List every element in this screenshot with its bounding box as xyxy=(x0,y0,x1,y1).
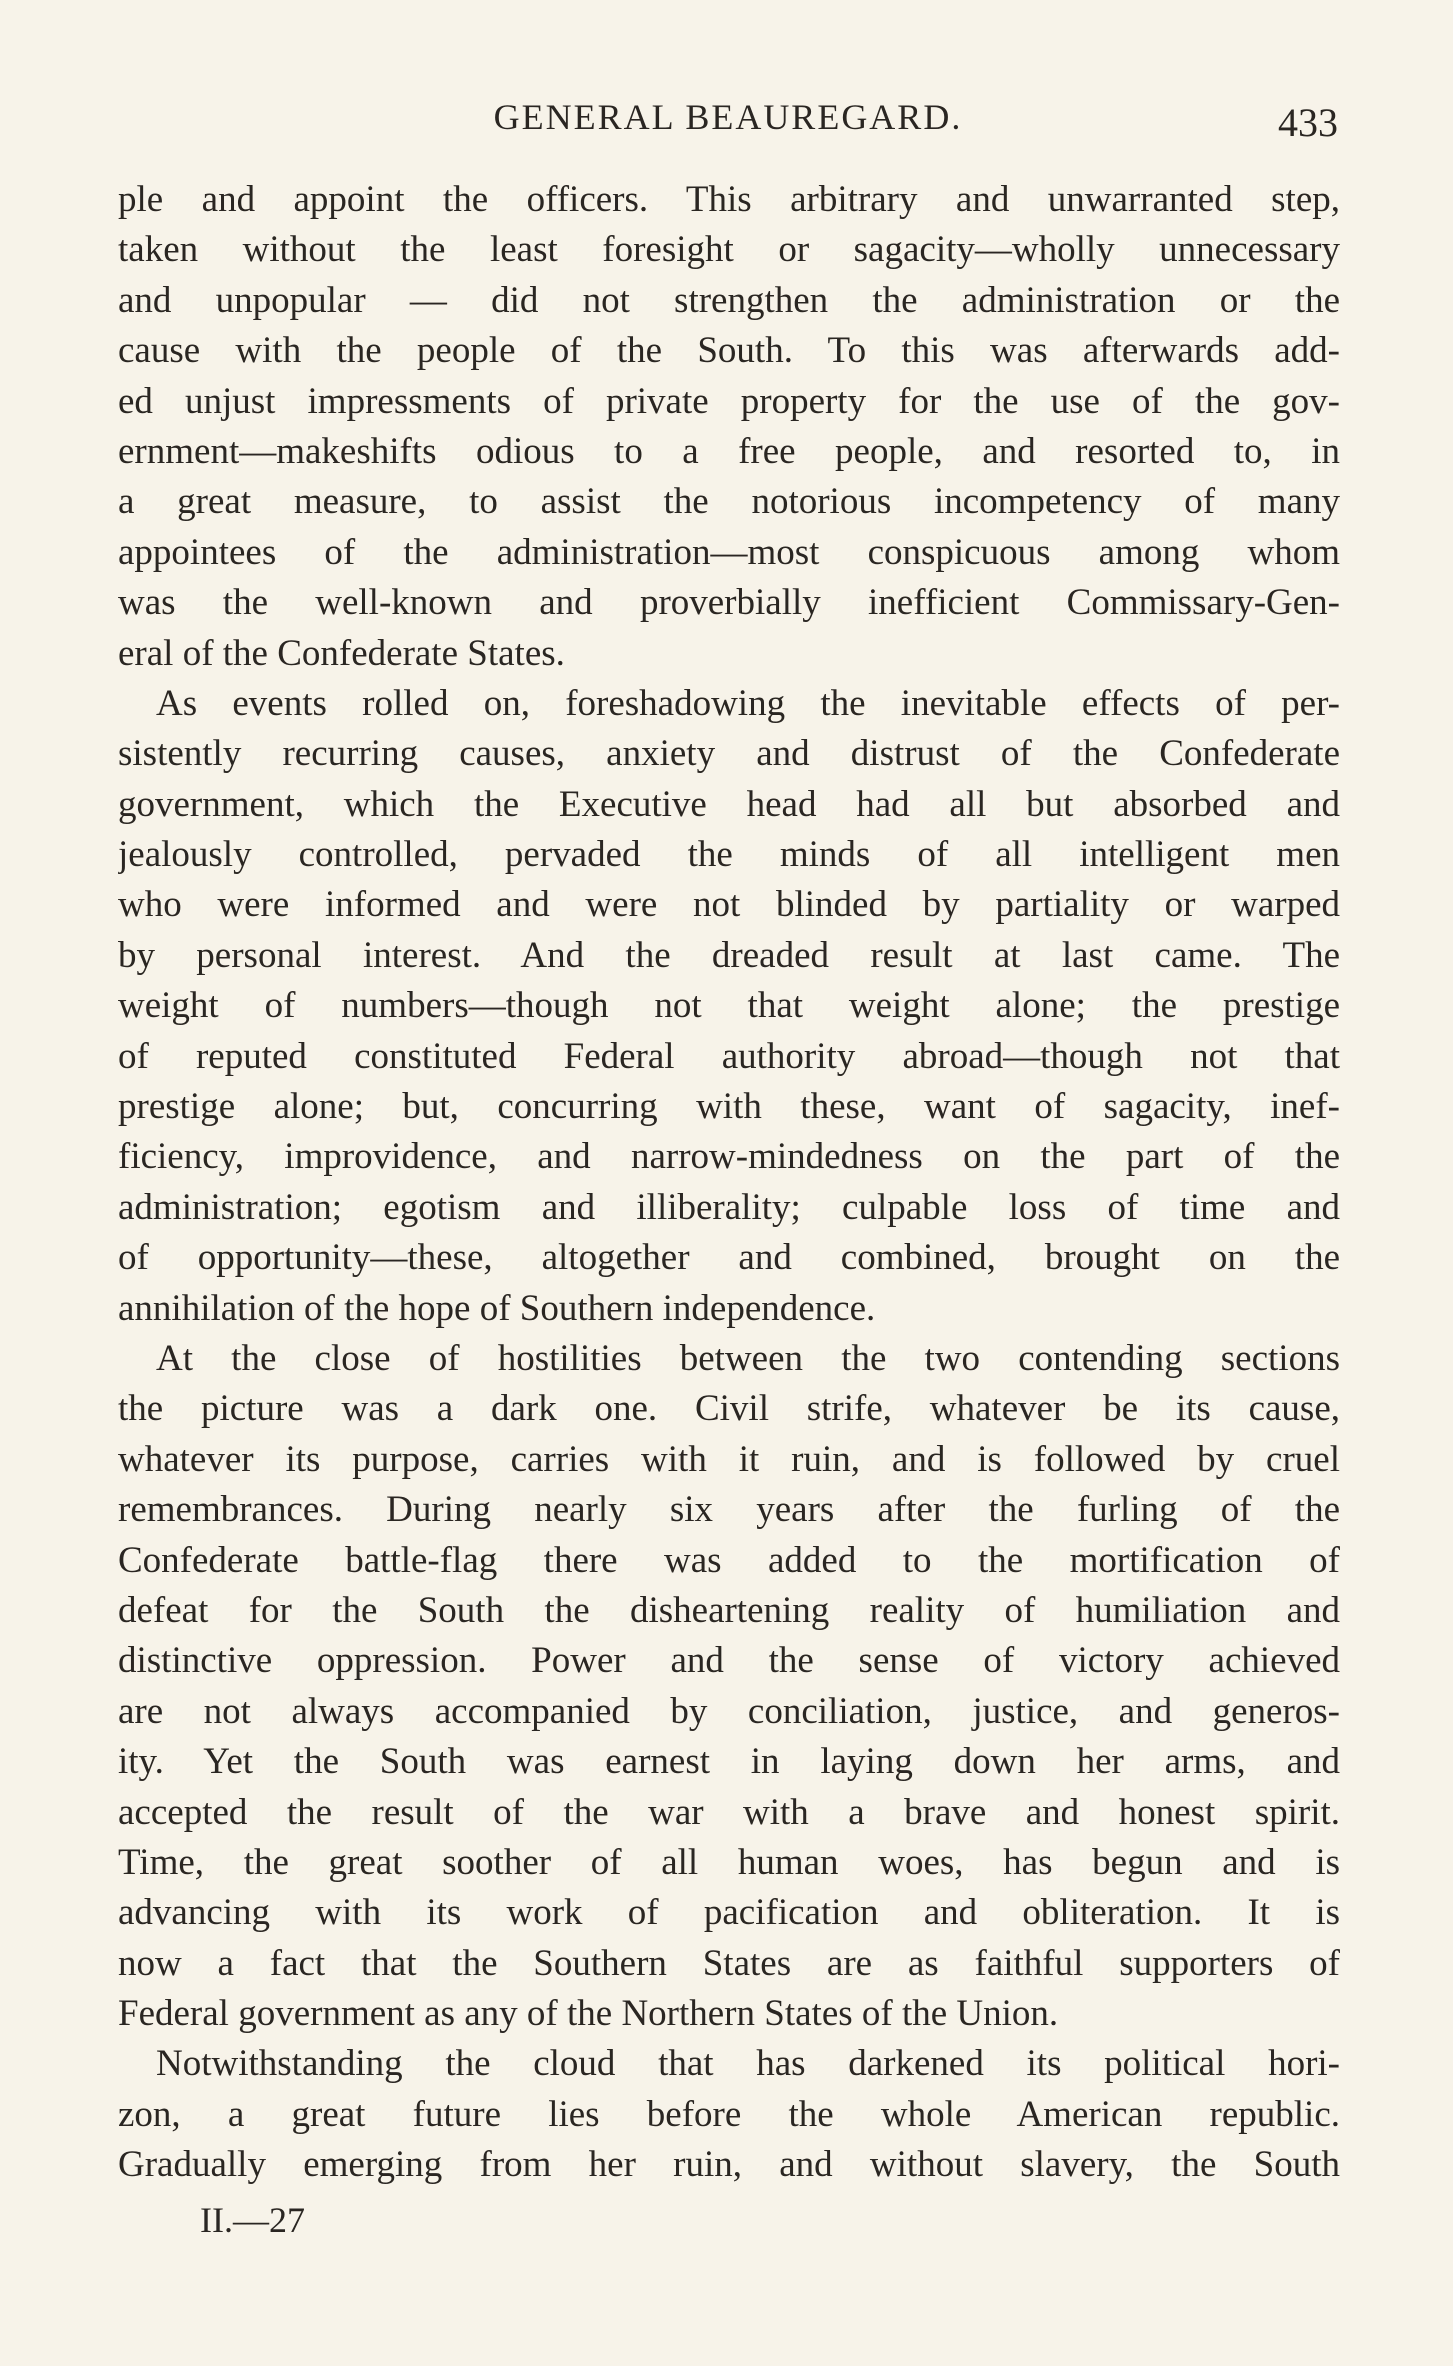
text-line: prestige alone; but, concurring with these, want of sagacity, inef- xyxy=(118,1086,1340,1128)
text-line: sistently recurring causes, anxiety and distrust of the Confederate xyxy=(118,733,1340,775)
text-line: now a fact that the Southern States are as faithful supporters of xyxy=(118,1942,1340,1984)
text-line: accepted the result of the war with a brave and honest spirit. xyxy=(118,1791,1340,1833)
text-line: the picture was a dark one. Civil strife, whatever be its cause, xyxy=(118,1388,1340,1430)
text-line: and unpopular — did not strengthen the administration or the xyxy=(118,279,1340,321)
text-line: As events rolled on, foreshadowing the inevitable effects of per- xyxy=(156,682,1340,724)
text-line: of reputed constituted Federal authority abroad—though not that xyxy=(118,1035,1340,1077)
text-line: was the well-known and proverbially inefficient Commissary-Gen- xyxy=(118,582,1340,624)
text-line: of opportunity—these, altogether and combined, brought on the xyxy=(118,1237,1340,1279)
text-line: who were informed and were not blinded by partiality or warped xyxy=(118,884,1340,926)
body-text xyxy=(118,175,1340,2191)
text-line: ed unjust impressments of private property for the use of the gov- xyxy=(118,380,1340,422)
text-line: ity. Yet the South was earnest in laying down her arms, and xyxy=(118,1741,1340,1783)
text-line: Gradually emerging from her ruin, and without slavery, the South xyxy=(118,2144,1340,2186)
text-line: advancing with its work of pacification and obliteration. It is xyxy=(118,1892,1340,1934)
page-number: 433 xyxy=(1278,100,1338,145)
signature-mark: II.—27 xyxy=(200,2200,305,2240)
text-line: remembrances. During nearly six years after the furling of the xyxy=(118,1489,1340,1531)
text-line: annihilation of the hope of Southern independence. xyxy=(118,1287,876,1329)
text-line: distinctive oppression. Power and the sense of victory achieved xyxy=(118,1640,1340,1682)
text-line: by personal interest. And the dreaded result at last came. The xyxy=(118,934,1340,976)
text-line: taken without the least foresight or sagacity—wholly unnecessary xyxy=(118,229,1340,271)
text-line: jealously controlled, pervaded the minds of all intelligent men xyxy=(118,834,1340,876)
text-line: are not always accompanied by conciliation, justice, and generos- xyxy=(118,1690,1340,1732)
text-line: zon, a great future lies before the whole American republic. xyxy=(118,2093,1340,2135)
text-line: appointees of the administration—most conspicuous among whom xyxy=(118,531,1340,573)
text-line: government, which the Executive head had all but absorbed and xyxy=(118,783,1340,825)
text-line: ficiency, improvidence, and narrow-mindedness on the part of the xyxy=(118,1136,1340,1178)
text-line: administration; egotism and illiberality; culpable loss of time and xyxy=(118,1186,1340,1228)
text-line: a great measure, to assist the notorious incompetency of many xyxy=(118,481,1340,523)
text-line: eral of the Confederate States. xyxy=(118,632,565,674)
text-line: Confederate battle-flag there was added to the mortification of xyxy=(118,1539,1340,1581)
text-line: At the close of hostilities between the two contending sections xyxy=(156,1337,1340,1379)
text-line: ple and appoint the officers. This arbitrary and unwarranted step, xyxy=(118,179,1340,220)
running-head xyxy=(118,92,1338,145)
text-line: Time, the great soother of all human woes, has begun and is xyxy=(118,1841,1340,1883)
text-line: defeat for the South the disheartening reality of humiliation and xyxy=(118,1589,1340,1631)
text-line: whatever its purpose, carries with it ruin, and is followed by cruel xyxy=(118,1438,1340,1480)
text-line: Notwithstanding the cloud that has darkened its political hori- xyxy=(156,2043,1340,2085)
text-line: weight of numbers—though not that weight alone; the prestige xyxy=(118,985,1340,1027)
text-line: cause with the people of the South. To this was afterwards add- xyxy=(118,330,1340,372)
text-line: ernment—makeshifts odious to a free people, and resorted to, in xyxy=(118,430,1340,472)
text-line: Federal government as any of the Northern States of the Union. xyxy=(118,1993,1059,2035)
running-title: GENERAL BEAUREGARD. xyxy=(493,97,963,137)
